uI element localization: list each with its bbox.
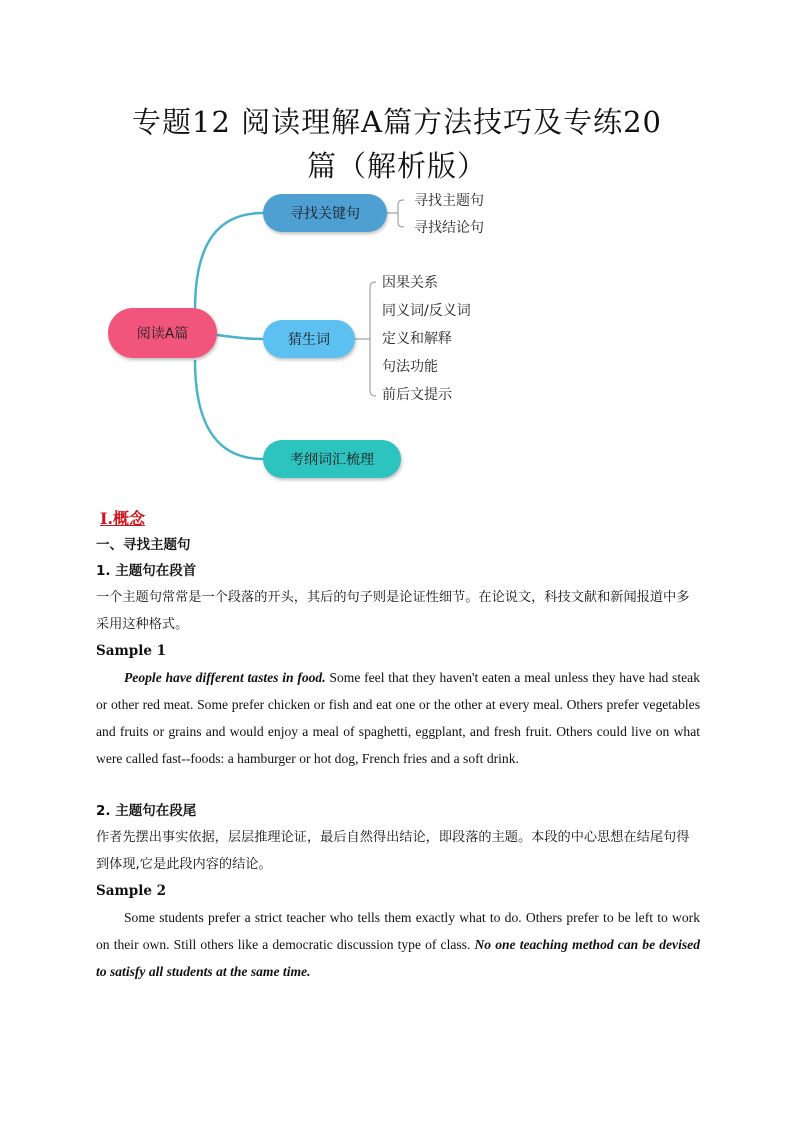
document-title: [60, 100, 734, 188]
leaf-context-clues: 前后文提示: [382, 387, 452, 403]
bracket-branch2: [355, 282, 376, 396]
branch-key-sentence-node: 寻找关键句: [263, 194, 387, 232]
sample-2-label: Sample 2: [96, 883, 167, 899]
leaf-conclusion-sentence: 寻找结论句: [414, 220, 484, 236]
document-body: [96, 506, 700, 985]
leaf-topic-sentence: 寻找主题句: [414, 193, 484, 209]
bracket-branch1: [387, 200, 404, 227]
sample-1-topic-sentence: People have different tastes in food.: [124, 670, 326, 685]
leaf-cause-effect: 因果关系: [382, 275, 438, 291]
point-1-paragraph: 一个主题句常常是一个段落的开头，其后的句子则是论证性细节。在论说文，科技文献和新闻报道中多采用这种格式。: [96, 590, 690, 632]
subheading-topic-sentence: 一、寻找主题句: [96, 537, 191, 553]
sample-2-topic-sentence: No one teaching method can be devised to satisfy all students at the same time.: [96, 937, 700, 979]
branch-vocabulary-node: 考纲词汇梳理: [263, 440, 401, 478]
connector-root-branch2: [217, 335, 263, 339]
mind-map-root-node: 阅读A篇: [108, 308, 217, 358]
sample-1-label: Sample 1: [96, 643, 167, 659]
leaf-synonym-antonym: 同义词/反义词: [382, 303, 471, 319]
sample-1-paragraph: [96, 664, 700, 772]
point-1-title: 1. 主题句在段首: [96, 563, 197, 579]
mind-map: [0, 180, 794, 490]
title-line-1: 专题12 阅读理解A篇方法技巧及专练20: [132, 105, 662, 139]
point-2-paragraph: 作者先摆出事实依据，层层推理论证，最后自然得出结论，即段落的主题。本段的中心思想在结尾句得到体现,它是此段内容的结论。: [96, 830, 690, 872]
point-2-title: 2. 主题句在段尾: [96, 803, 197, 819]
leaf-syntax-function: 句法功能: [382, 359, 438, 375]
section-heading: Ⅰ.概念: [100, 509, 146, 528]
sample-2-paragraph: [96, 904, 700, 985]
leaf-definition: 定义和解释: [382, 331, 452, 347]
connector-root-branch1: [195, 213, 263, 310]
connector-root-branch3: [195, 360, 263, 459]
sample-1-body: Some feel that they haven't eaten a meal unless they have had steak or other red meat. Some prefer chicken or fish and eat one or the other at every meal. Others prefer vegetables and fruits or grains and would enjoy a meal of spaghetti, eggplant, and fresh fruit. Others could live on what were called fast--foods: a hamburger or hot dog, French fries and a soft drink.: [96, 670, 700, 766]
branch-guess-word-node: 猜生词: [263, 320, 355, 358]
sample-2-body: Some students prefer a strict teacher who tells them exactly what to do. Others prefer to be left to work on their own. Still others like a democratic discussion type of class.: [96, 910, 700, 952]
title-line-2: 篇（解析版）: [306, 149, 487, 183]
